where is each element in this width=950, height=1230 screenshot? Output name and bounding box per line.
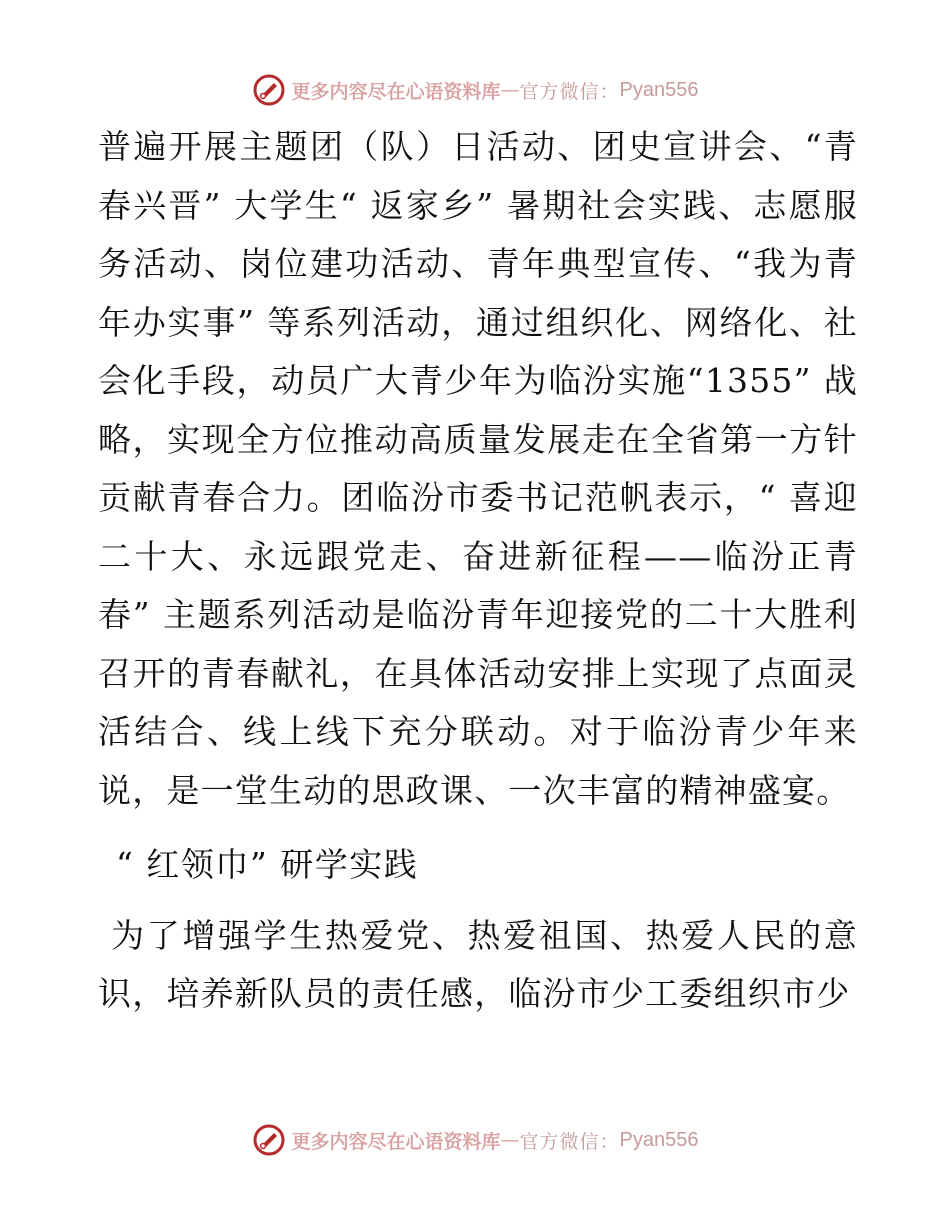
header-watermark-banner — [0, 72, 950, 108]
header-wechat-label: 官方微信： — [519, 80, 620, 103]
footer-wechat-id: Pyan556 — [619, 1128, 699, 1151]
footer-brand-text: 更多内容尽在心语资料库 — [291, 1130, 501, 1153]
document-body — [98, 118, 858, 1024]
body-paragraph-2: 为了增强学生热爱党、热爱祖国、热爱人民的意识，培养新队员的责任感，临汾市少工委组织市少 — [98, 915, 858, 1013]
footer-separator: — — [500, 1129, 520, 1151]
body-paragraph-1: 普遍开展主题团（队）日活动、团史宣讲会、“青春兴晋” 大学生“ 返家乡” 暑期社会实践、志愿服务活动、岗位建功活动、青年典型宣传、“我为青年办实事” 等系列活动，通过组织化、网络化、社会化手段，动员广大青少年为临汾实施“1355” 战略，实现全方位推动高质量发展走在全省第一方针贡献青春合力。团临汾市委书记范帆表示，“ 喜迎二十大、永远跟党走、奋进新征程——临汾正青春” 主题系列活动是临汾青年迎接党的二十大胜利召开的青春献礼，在具体活动安排上实现了点面灵活结合、线上线下充分联动。对于临汾青少年来说，是一堂生动的思政课、一次丰富的精神盛宴。 — [98, 127, 858, 810]
header-wechat-id: Pyan556 — [619, 78, 699, 101]
header-separator: — — [500, 79, 520, 101]
footer-wechat-label: 官方微信： — [519, 1130, 620, 1153]
brand-logo-icon — [252, 73, 286, 107]
section-heading: “ 红领巾” 研学实践 — [116, 845, 419, 884]
brand-logo-icon — [252, 1123, 286, 1157]
footer-watermark-banner — [0, 1122, 950, 1158]
header-brand-text: 更多内容尽在心语资料库 — [291, 80, 501, 103]
